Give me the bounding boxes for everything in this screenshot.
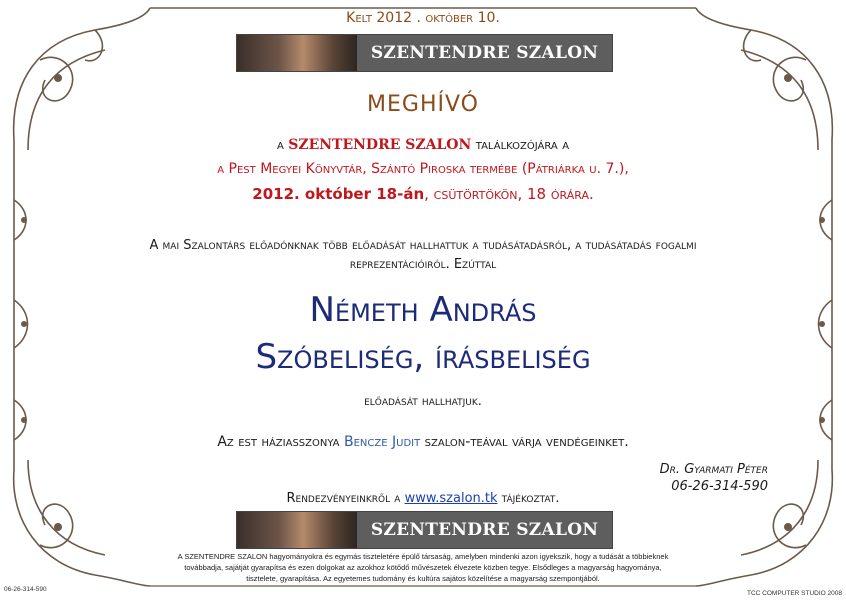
signature-phone: 06-26-314-590	[671, 479, 768, 494]
venue-line: a Pest Megyei Könyvtár, Szántó Piroska termébe (Pátriárka u. 7.),	[217, 161, 629, 177]
events-post: tájékoztat.	[501, 491, 560, 506]
hostess-name: Bencze Judit	[343, 434, 421, 450]
when-line	[0, 185, 846, 203]
footer-line2: továbbadja, sajátját gyarapítsa és ezen dolgokat az azokhoz kötődő művészetek élvezete közben tegye. Elsődleges a magyarság hagyománya,	[184, 563, 662, 572]
intro-post: találkozójára a	[475, 137, 570, 153]
top-banner-text: SZENTENDRE SZALON	[370, 43, 599, 63]
website-link[interactable]: www.szalon.tk	[404, 491, 498, 506]
signature-name: Dr. Gyarmati Péter	[659, 462, 768, 477]
hostess-line	[0, 434, 846, 450]
footer-line1: A SZENTENDRE SZALON hagyományokra és egymás tiszteletére épülő társaság, amelyben mindenki azon igyekszik, hogy a tudását a többieknek	[177, 552, 669, 561]
event-date: 2012. október 18-án	[252, 185, 425, 203]
footer-line3: tisztelete, gyarapítása. Az egyetemes tudomány és kultúra sajátos közelítése a magyarság szempontjából.	[246, 574, 600, 583]
events-line	[0, 491, 846, 506]
body-text-line1: A mai Szalontárs előadónknak több előadását hallhattuk a tudásátadásról, a tudásátadás fogalmi	[149, 238, 697, 253]
intro-pre: a	[276, 137, 284, 153]
bottom-banner	[236, 511, 613, 549]
hear-line: előadását hallhatjuk.	[364, 394, 482, 409]
event-time: , csütörtökön, 18 órára.	[424, 185, 594, 203]
corner-phone: 06-26-314-590	[4, 586, 47, 593]
top-banner	[236, 34, 613, 72]
date-line: Kelt 2012 . október 10.	[346, 10, 500, 26]
handshake-image-bottom	[237, 512, 357, 548]
corner-credit: TCC COMPUTER STUDIO 2008	[747, 590, 842, 597]
intro-line	[0, 137, 846, 153]
body-text-line2: reprezentációiról. Ezúttal	[349, 257, 497, 272]
hostess-pre: Az est háziasszonya	[217, 434, 340, 450]
hostess-post: szalon-teával várja vendégeinket.	[424, 434, 629, 450]
bottom-banner-text: SZENTENDRE SZALON	[370, 520, 599, 540]
page-title: MEGHÍVÓ	[367, 92, 479, 117]
speaker-name: Németh András	[309, 290, 537, 330]
handshake-image	[237, 35, 357, 71]
talk-title: Szóbeliség, írásbeliség	[255, 337, 591, 377]
org-name: SZENTENDRE SZALON	[288, 137, 472, 153]
events-pre: Rendezvényeinkről a	[286, 491, 401, 506]
